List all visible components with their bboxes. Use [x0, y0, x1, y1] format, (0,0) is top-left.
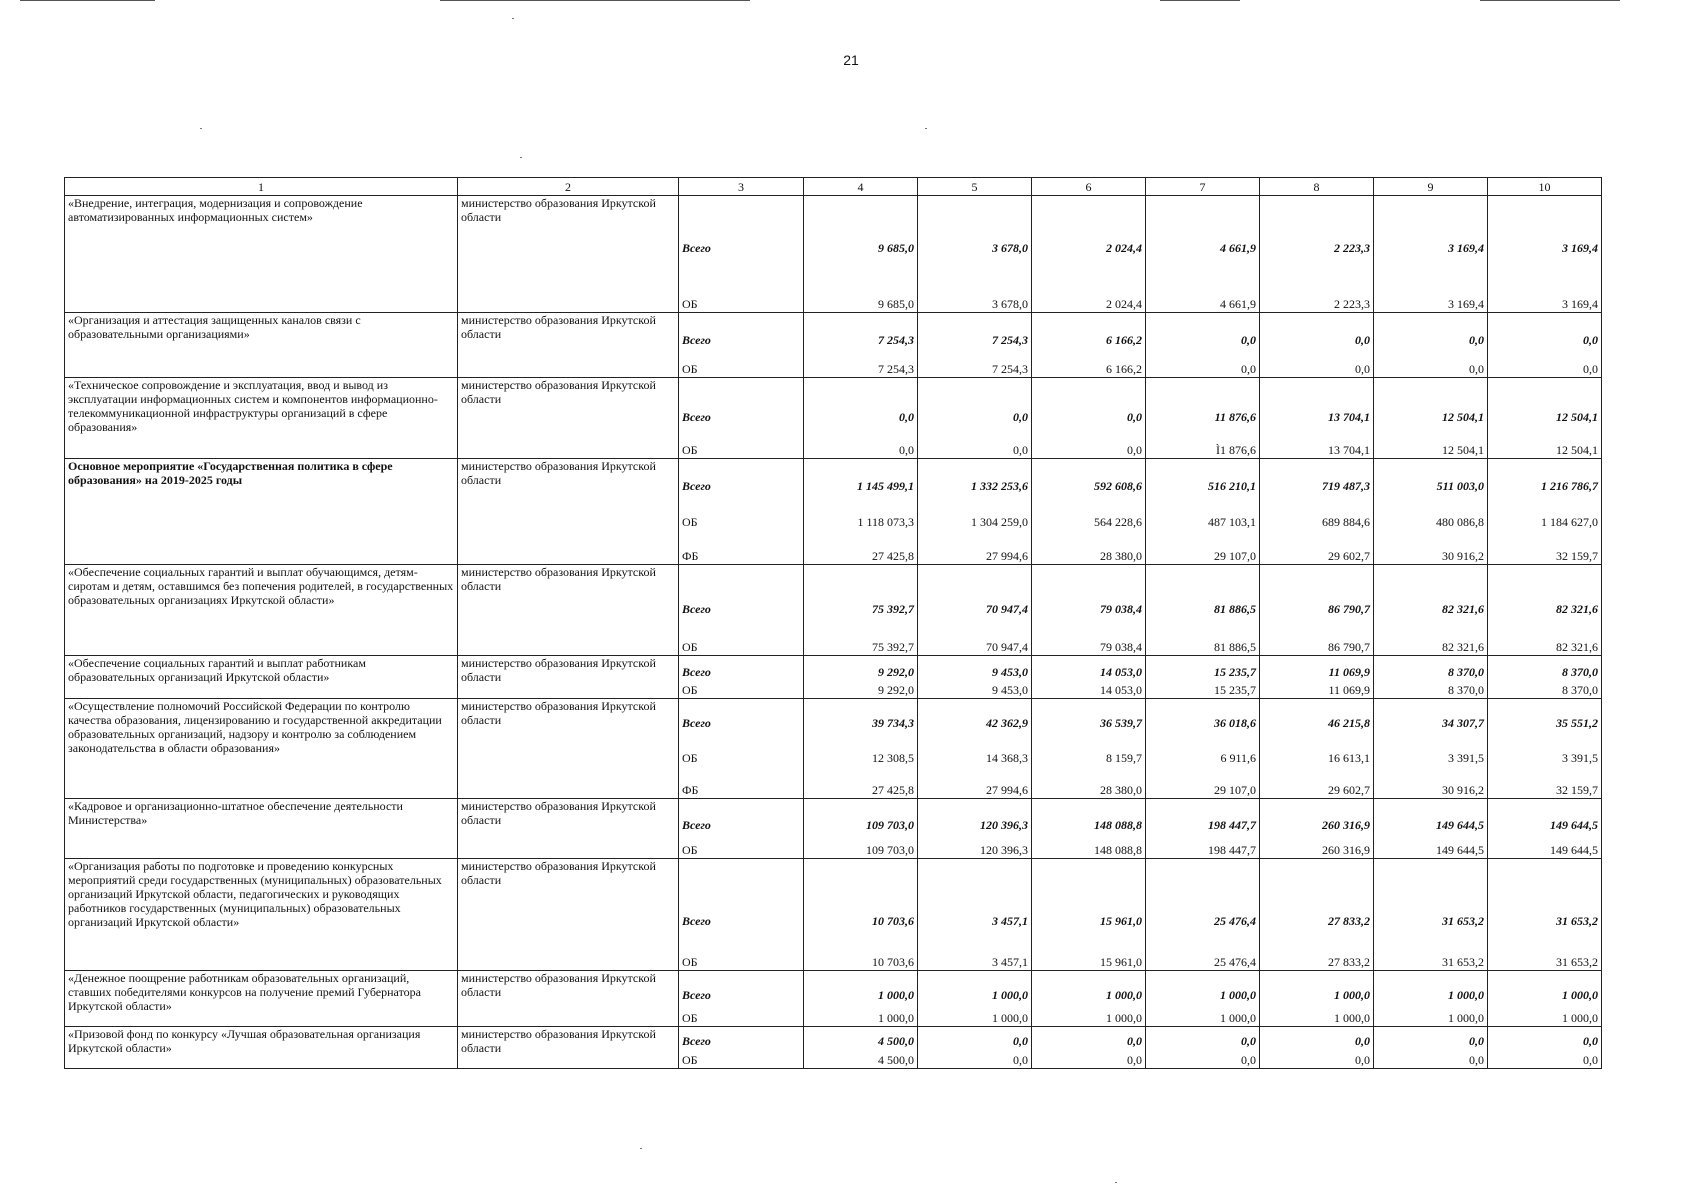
- year-amount: 12 504,1: [1374, 378, 1488, 425]
- column-number: 2: [458, 178, 679, 196]
- year-amount: 0,0: [1488, 348, 1602, 378]
- year-amount: 1 000,0: [1374, 971, 1488, 1003]
- column-number: 4: [804, 178, 918, 196]
- scan-edge-line: [440, 0, 750, 1]
- table-row-total: [65, 565, 1602, 617]
- year-amount: 0,0: [1374, 348, 1488, 378]
- year-amount: 25 476,4: [1146, 859, 1260, 929]
- year-amount: 9 453,0: [918, 680, 1032, 699]
- year-amount: 149 644,5: [1488, 833, 1602, 859]
- year-amount: 9 292,0: [804, 680, 918, 699]
- year-amount: 16 613,1: [1260, 731, 1374, 766]
- year-amount: 0,0: [1032, 378, 1146, 425]
- activity-name: «Денежное поощрение работникам образовательных организаций, ставших победителями конкурсов на получение премий Губернатора Иркутской области»: [65, 971, 458, 1027]
- year-amount: 3 169,4: [1374, 196, 1488, 256]
- year-amount: 1 000,0: [1260, 971, 1374, 1003]
- year-amount: 14 053,0: [1032, 680, 1146, 699]
- year-amount: 3 678,0: [918, 196, 1032, 256]
- year-amount: 31 653,2: [1488, 929, 1602, 971]
- year-amount: 29 602,7: [1260, 766, 1374, 799]
- year-amount: 0,0: [1374, 1049, 1488, 1069]
- year-amount: 29 107,0: [1146, 530, 1260, 565]
- year-amount: 11 069,9: [1260, 656, 1374, 680]
- responsible-executor: министерство образования Иркутской области: [458, 656, 679, 699]
- year-amount: 12 504,1: [1488, 378, 1602, 425]
- year-amount: 27 833,2: [1260, 929, 1374, 971]
- year-amount: 82 321,6: [1488, 617, 1602, 656]
- activity-name: «Организация и аттестация защищенных каналов связи с образовательными организациями»: [65, 313, 458, 378]
- year-amount: 1 304 259,0: [918, 494, 1032, 530]
- year-amount: 0,0: [804, 378, 918, 425]
- year-amount: 8 370,0: [1488, 656, 1602, 680]
- year-amount: 8 159,7: [1032, 731, 1146, 766]
- page-number: 21: [843, 52, 859, 68]
- year-amount: 0,0: [1374, 1027, 1488, 1049]
- year-amount: 4 661,9: [1146, 256, 1260, 313]
- year-amount: 0,0: [1032, 425, 1146, 459]
- funding-source: Всего: [679, 699, 804, 731]
- year-amount: 148 088,8: [1032, 799, 1146, 833]
- year-amount: 0,0: [1260, 1049, 1374, 1069]
- table-row-total: [65, 656, 1602, 680]
- scan-speck: [200, 128, 202, 129]
- activity-name: «Внедрение, интеграция, модернизация и сопровождение автоматизированных информационных систем»: [65, 196, 458, 313]
- year-amount: 14 053,0: [1032, 656, 1146, 680]
- year-amount: 4 661,9: [1146, 196, 1260, 256]
- year-amount: 0,0: [1488, 1049, 1602, 1069]
- funding-source: ОБ: [679, 1049, 804, 1069]
- year-amount: 14 368,3: [918, 731, 1032, 766]
- year-amount: 1 000,0: [1488, 1003, 1602, 1027]
- year-amount: 6 166,2: [1032, 313, 1146, 348]
- column-number: 6: [1032, 178, 1146, 196]
- scan-speck: [1115, 1182, 1117, 1183]
- column-number: 5: [918, 178, 1032, 196]
- responsible-executor: министерство образования Иркутской области: [458, 459, 679, 565]
- year-amount: 6 911,6: [1146, 731, 1260, 766]
- table-row-total: [65, 859, 1602, 929]
- year-amount: 29 107,0: [1146, 766, 1260, 799]
- year-amount: 46 215,8: [1260, 699, 1374, 731]
- year-amount: 8 370,0: [1374, 680, 1488, 699]
- year-amount: 4 500,0: [804, 1049, 918, 1069]
- year-amount: 719 487,3: [1260, 459, 1374, 494]
- table-row-total: [65, 196, 1602, 256]
- year-amount: 3 391,5: [1488, 731, 1602, 766]
- year-amount: 70 947,4: [918, 617, 1032, 656]
- table-row-total: [65, 1027, 1602, 1049]
- responsible-executor: министерство образования Иркутской области: [458, 196, 679, 313]
- activity-name: «Техническое сопровождение и эксплуатация, ввод и вывод из эксплуатации информационных систем и компонентов информационно-телекоммуникационной инфраструктуры организаций в сфере образования»: [65, 378, 458, 459]
- year-amount: 27 833,2: [1260, 859, 1374, 929]
- year-amount: 7 254,3: [918, 313, 1032, 348]
- year-amount: 0,0: [1260, 313, 1374, 348]
- table-row-total: [65, 378, 1602, 425]
- scan-edge-line: [20, 0, 155, 1]
- year-amount: 12 308,5: [804, 731, 918, 766]
- year-amount: 0,0: [1146, 1027, 1260, 1049]
- year-amount: 1 000,0: [918, 971, 1032, 1003]
- year-amount: 1 000,0: [1032, 971, 1146, 1003]
- table-row-total: [65, 699, 1602, 731]
- year-amount: 0,0: [804, 425, 918, 459]
- responsible-executor: министерство образования Иркутской области: [458, 799, 679, 859]
- year-amount: 70 947,4: [918, 565, 1032, 617]
- year-amount: 12 504,1: [1488, 425, 1602, 459]
- year-amount: 13 704,1: [1260, 425, 1374, 459]
- funding-source: ОБ: [679, 731, 804, 766]
- activity-name: «Обеспечение социальных гарантий и выплат работникам образовательных организаций Иркутской области»: [65, 656, 458, 699]
- year-amount: 27 994,6: [918, 766, 1032, 799]
- year-amount: Ì1 876,6: [1146, 425, 1260, 459]
- year-amount: 31 653,2: [1374, 859, 1488, 929]
- year-amount: 42 362,9: [918, 699, 1032, 731]
- year-amount: 79 038,4: [1032, 617, 1146, 656]
- year-amount: 120 396,3: [918, 833, 1032, 859]
- year-amount: 7 254,3: [804, 348, 918, 378]
- column-number: 1: [65, 178, 458, 196]
- year-amount: 32 159,7: [1488, 766, 1602, 799]
- year-amount: 1 000,0: [1146, 971, 1260, 1003]
- funding-source: ОБ: [679, 929, 804, 971]
- year-amount: 15 961,0: [1032, 859, 1146, 929]
- year-amount: 1 000,0: [918, 1003, 1032, 1027]
- table-row-total: [65, 459, 1602, 494]
- year-amount: 564 228,6: [1032, 494, 1146, 530]
- column-number: 8: [1260, 178, 1374, 196]
- year-amount: 1 000,0: [804, 1003, 918, 1027]
- funding-source: Всего: [679, 971, 804, 1003]
- responsible-executor: министерство образования Иркутской области: [458, 565, 679, 656]
- funding-source: ФБ: [679, 530, 804, 565]
- year-amount: 29 602,7: [1260, 530, 1374, 565]
- year-amount: 8 370,0: [1374, 656, 1488, 680]
- year-amount: 0,0: [918, 378, 1032, 425]
- funding-source: ОБ: [679, 833, 804, 859]
- year-amount: 2 024,4: [1032, 256, 1146, 313]
- year-amount: 81 886,5: [1146, 617, 1260, 656]
- year-amount: 9 453,0: [918, 656, 1032, 680]
- funding-source: Всего: [679, 565, 804, 617]
- year-amount: 0,0: [1032, 1049, 1146, 1069]
- year-amount: 9 685,0: [804, 256, 918, 313]
- year-amount: 9 292,0: [804, 656, 918, 680]
- year-amount: 0,0: [1146, 1049, 1260, 1069]
- year-amount: 15 235,7: [1146, 656, 1260, 680]
- funding-source: ОБ: [679, 680, 804, 699]
- year-amount: 3 457,1: [918, 929, 1032, 971]
- column-number: 10: [1488, 178, 1602, 196]
- funding-source: ОБ: [679, 617, 804, 656]
- activity-name: Основное мероприятие «Государственная политика в сфере образования» на 2019-2025 годы: [65, 459, 458, 565]
- year-amount: 0,0: [918, 1049, 1032, 1069]
- activity-name: «Кадровое и организационно-штатное обеспечение деятельности Министерства»: [65, 799, 458, 859]
- year-amount: 1 000,0: [1488, 971, 1602, 1003]
- year-amount: 75 392,7: [804, 565, 918, 617]
- responsible-executor: министерство образования Иркутской области: [458, 313, 679, 378]
- year-amount: 592 608,6: [1032, 459, 1146, 494]
- funding-source: ОБ: [679, 425, 804, 459]
- year-amount: 11 069,9: [1260, 680, 1374, 699]
- column-number: 7: [1146, 178, 1260, 196]
- year-amount: 3 391,5: [1374, 731, 1488, 766]
- year-amount: 31 653,2: [1488, 859, 1602, 929]
- year-amount: 4 500,0: [804, 1027, 918, 1049]
- responsible-executor: министерство образования Иркутской области: [458, 859, 679, 971]
- year-amount: 0,0: [1260, 348, 1374, 378]
- year-amount: 2 223,3: [1260, 196, 1374, 256]
- year-amount: 27 994,6: [918, 530, 1032, 565]
- year-amount: 34 307,7: [1374, 699, 1488, 731]
- year-amount: 198 447,7: [1146, 833, 1260, 859]
- year-amount: 10 703,6: [804, 929, 918, 971]
- scan-speck: [512, 18, 514, 19]
- funding-source: Всего: [679, 799, 804, 833]
- year-amount: 120 396,3: [918, 799, 1032, 833]
- funding-source: ОБ: [679, 1003, 804, 1027]
- year-amount: 516 210,1: [1146, 459, 1260, 494]
- year-amount: 1 000,0: [1374, 1003, 1488, 1027]
- year-amount: 30 916,2: [1374, 766, 1488, 799]
- year-amount: 0,0: [1146, 348, 1260, 378]
- year-amount: 3 678,0: [918, 256, 1032, 313]
- year-amount: 198 447,7: [1146, 799, 1260, 833]
- year-amount: 3 169,4: [1488, 196, 1602, 256]
- year-amount: 82 321,6: [1488, 565, 1602, 617]
- year-amount: 36 018,6: [1146, 699, 1260, 731]
- year-amount: 1 000,0: [1146, 1003, 1260, 1027]
- year-amount: 2 024,4: [1032, 196, 1146, 256]
- year-amount: 82 321,6: [1374, 565, 1488, 617]
- year-amount: 1 332 253,6: [918, 459, 1032, 494]
- funding-source: ФБ: [679, 766, 804, 799]
- year-amount: 32 159,7: [1488, 530, 1602, 565]
- year-amount: 15 961,0: [1032, 929, 1146, 971]
- budget-table: [64, 177, 1602, 1069]
- year-amount: 1 000,0: [1032, 1003, 1146, 1027]
- funding-source: ОБ: [679, 256, 804, 313]
- year-amount: 8 370,0: [1488, 680, 1602, 699]
- year-amount: 39 734,3: [804, 699, 918, 731]
- year-amount: 82 321,6: [1374, 617, 1488, 656]
- year-amount: 28 380,0: [1032, 766, 1146, 799]
- year-amount: 79 038,4: [1032, 565, 1146, 617]
- year-amount: 2 223,3: [1260, 256, 1374, 313]
- year-amount: 0,0: [918, 1027, 1032, 1049]
- year-amount: 1 216 786,7: [1488, 459, 1602, 494]
- table-row-total: [65, 313, 1602, 348]
- activity-name: «Обеспечение социальных гарантий и выплат обучающимся, детям-сиротам и детям, оставшимся без попечения родителей, в государственных образовательных организациях Иркутской области»: [65, 565, 458, 656]
- year-amount: 27 425,8: [804, 766, 918, 799]
- funding-source: Всего: [679, 1027, 804, 1049]
- responsible-executor: министерство образования Иркутской области: [458, 699, 679, 799]
- year-amount: 109 703,0: [804, 833, 918, 859]
- funding-source: Всего: [679, 656, 804, 680]
- year-amount: 260 316,9: [1260, 833, 1374, 859]
- activity-name: «Организация работы по подготовке и проведению конкурсных мероприятий среди государственных (муниципальных) образовательных организаций Иркутской области, педагогических и руководящих работников государственных (муниципальных) образовательных организаций Иркутской области»: [65, 859, 458, 971]
- scan-speck: [640, 1148, 642, 1149]
- responsible-executor: министерство образования Иркутской области: [458, 378, 679, 459]
- funding-source: Всего: [679, 313, 804, 348]
- table-row-total: [65, 799, 1602, 833]
- year-amount: 149 644,5: [1374, 799, 1488, 833]
- year-amount: 0,0: [1488, 1027, 1602, 1049]
- year-amount: 0,0: [1488, 313, 1602, 348]
- column-number: 9: [1374, 178, 1488, 196]
- year-amount: 31 653,2: [1374, 929, 1488, 971]
- year-amount: 28 380,0: [1032, 530, 1146, 565]
- year-amount: 149 644,5: [1488, 799, 1602, 833]
- funding-source: ОБ: [679, 494, 804, 530]
- year-amount: 149 644,5: [1374, 833, 1488, 859]
- year-amount: 35 551,2: [1488, 699, 1602, 731]
- year-amount: 0,0: [1260, 1027, 1374, 1049]
- table-row-total: [65, 971, 1602, 1003]
- year-amount: 1 184 627,0: [1488, 494, 1602, 530]
- year-amount: 511 003,0: [1374, 459, 1488, 494]
- activity-name: «Призовой фонд по конкурсу «Лучшая образовательная организация Иркутской области»: [65, 1027, 458, 1069]
- funding-source: ОБ: [679, 348, 804, 378]
- year-amount: 487 103,1: [1146, 494, 1260, 530]
- scan-speck: [520, 157, 522, 158]
- year-amount: 86 790,7: [1260, 617, 1374, 656]
- column-number: 3: [679, 178, 804, 196]
- funding-source: Всего: [679, 378, 804, 425]
- funding-source: Всего: [679, 196, 804, 256]
- scan-edge-line: [1480, 0, 1620, 1]
- year-amount: 1 118 073,3: [804, 494, 918, 530]
- year-amount: 1 000,0: [1260, 1003, 1374, 1027]
- year-amount: 0,0: [1146, 313, 1260, 348]
- year-amount: 13 704,1: [1260, 378, 1374, 425]
- year-amount: 15 235,7: [1146, 680, 1260, 699]
- year-amount: 3 169,4: [1374, 256, 1488, 313]
- year-amount: 7 254,3: [804, 313, 918, 348]
- year-amount: 86 790,7: [1260, 565, 1374, 617]
- year-amount: 0,0: [1032, 1027, 1146, 1049]
- year-amount: 3 457,1: [918, 859, 1032, 929]
- scan-edge-line: [1160, 0, 1240, 1]
- year-amount: 7 254,3: [918, 348, 1032, 378]
- year-amount: 3 169,4: [1488, 256, 1602, 313]
- funding-source: Всего: [679, 459, 804, 494]
- year-amount: 1 145 499,1: [804, 459, 918, 494]
- year-amount: 0,0: [918, 425, 1032, 459]
- year-amount: 25 476,4: [1146, 929, 1260, 971]
- year-amount: 689 884,6: [1260, 494, 1374, 530]
- year-amount: 12 504,1: [1374, 425, 1488, 459]
- year-amount: 148 088,8: [1032, 833, 1146, 859]
- year-amount: 9 685,0: [804, 196, 918, 256]
- scan-speck: [925, 128, 927, 129]
- year-amount: 109 703,0: [804, 799, 918, 833]
- year-amount: 6 166,2: [1032, 348, 1146, 378]
- year-amount: 1 000,0: [804, 971, 918, 1003]
- year-amount: 260 316,9: [1260, 799, 1374, 833]
- year-amount: 81 886,5: [1146, 565, 1260, 617]
- year-amount: 11 876,6: [1146, 378, 1260, 425]
- year-amount: 30 916,2: [1374, 530, 1488, 565]
- responsible-executor: министерство образования Иркутской области: [458, 1027, 679, 1069]
- year-amount: 75 392,7: [804, 617, 918, 656]
- funding-source: Всего: [679, 859, 804, 929]
- year-amount: 0,0: [1374, 313, 1488, 348]
- year-amount: 36 539,7: [1032, 699, 1146, 731]
- column-number-row: [65, 178, 1602, 196]
- year-amount: 10 703,6: [804, 859, 918, 929]
- responsible-executor: министерство образования Иркутской области: [458, 971, 679, 1027]
- year-amount: 480 086,8: [1374, 494, 1488, 530]
- year-amount: 27 425,8: [804, 530, 918, 565]
- activity-name: «Осуществление полномочий Российской Федерации по контролю качества образования, лицензированию и государственной аккредитации образовательных организаций, надзору и контролю за соблюдением законодательства в области образования»: [65, 699, 458, 799]
